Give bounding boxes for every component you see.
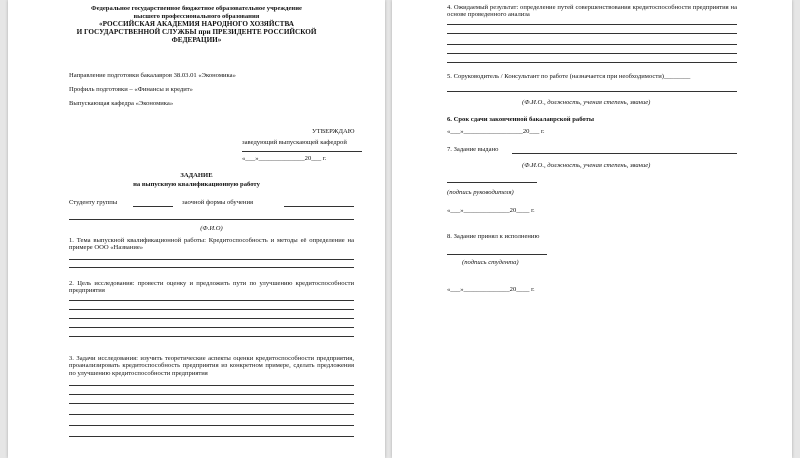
- signature-line: [447, 254, 547, 255]
- line: [447, 91, 737, 92]
- academy-line-1: «РОССИЙСКАЯ АКАДЕМИЯ НАРОДНОГО ХОЗЯЙСТВА: [99, 20, 294, 28]
- signature-line: [447, 182, 537, 183]
- line: [447, 62, 737, 63]
- deadline-title: 6. Срок сдачи законченной бакалаврской работы: [447, 116, 594, 123]
- line: [447, 44, 737, 45]
- line: [69, 318, 354, 319]
- approval-date: «___»______________20___ г.: [242, 155, 327, 162]
- co-supervisor: 5. Соруководитель / Консультант по работе (назначается при необходимости)________: [447, 73, 691, 80]
- task-subtitle: на выпускную квалификационную работу: [133, 181, 260, 188]
- approval-role: заведующий выпускающей кафедрой: [242, 139, 347, 146]
- co-supervisor-caption: (Ф.И.О., должность, ученая степень, звание): [522, 99, 651, 106]
- line: [447, 53, 737, 54]
- accepted-label: 8. Задание принял к исполнению: [447, 233, 540, 240]
- department-text: Выпускающая кафедра «Экономика»: [69, 100, 174, 107]
- academy-line-2: И ГОСУДАРСТВЕННОЙ СЛУЖБЫ при ПРЕЗИДЕНТЕ РОССИЙСКОЙ: [76, 28, 317, 36]
- institution-line-2: высшего профессионального образования: [133, 13, 260, 20]
- line: [69, 403, 354, 404]
- line: [69, 394, 354, 395]
- accepted-date: «___»______________20____ г.: [447, 286, 535, 293]
- task-title: ЗАДАНИЕ: [180, 172, 213, 179]
- fio-line: [69, 219, 354, 220]
- form-line: [284, 206, 354, 207]
- item-tasks: 3. Задачи исследования: изучить теоретические аспекты оценки кредитоспособности предприятия, проанализировать кредитоспособность предприятия из конкретном примере, сделать предложения по улучшению кредитоспособности предприятия: [69, 355, 354, 377]
- document-page-1: [8, 0, 385, 458]
- line: [69, 425, 354, 426]
- document-page-2: [392, 0, 792, 458]
- line: [69, 267, 354, 268]
- item-theme: 1. Тема выпускной квалификационной работы: Кредитоспособность и методы её определение на примере ООО «Название»: [69, 237, 354, 252]
- approval-title: УТВЕРЖДАЮ: [312, 128, 355, 135]
- deadline-date: «___»__________________20___ г.: [447, 128, 545, 135]
- academy-line-3: ФЕДЕРАЦИИ»: [171, 36, 222, 44]
- group-line: [133, 206, 173, 207]
- fio-caption: (Ф.И.О): [200, 225, 223, 232]
- approval-signature-line: [242, 151, 362, 152]
- line: [69, 327, 354, 328]
- line: [447, 33, 737, 34]
- line: [69, 436, 354, 437]
- institution-line-1: Федеральное государственное бюджетное образовательное учреждение: [91, 5, 302, 12]
- issued-caption: (Ф.И.О., должность, ученая степень, звание): [522, 162, 651, 169]
- student-signature: (подпись студента): [462, 259, 519, 266]
- issued-label: 7. Задание выдано: [447, 146, 499, 153]
- profile-text: Профиль подготовки – «Финансы и кредит»: [69, 86, 193, 93]
- line: [512, 153, 737, 154]
- line: [69, 414, 354, 415]
- line: [69, 309, 354, 310]
- expected-result: 4. Ожидаемый результат: определение путей совершенствования кредитоспособности предприятия на основе проведенного анализа: [447, 4, 737, 19]
- issued-date: «___»______________20____ г.: [447, 207, 535, 214]
- line: [69, 300, 354, 301]
- line: [69, 385, 354, 386]
- line: [69, 336, 354, 337]
- supervisor-signature: (подпись руководителя): [447, 189, 514, 196]
- line: [69, 259, 354, 260]
- student-group-label: Студенту группы: [69, 199, 118, 206]
- study-form-text: заочной формы обучения: [182, 199, 254, 206]
- line: [447, 24, 737, 25]
- item-goal: 2. Цель исследования: провести оценку и предложить пути по улучшению кредитоспособности предприятия: [69, 280, 354, 295]
- direction-text: Направление подготовки бакалавров 38.03.01 «Экономика»: [69, 72, 236, 79]
